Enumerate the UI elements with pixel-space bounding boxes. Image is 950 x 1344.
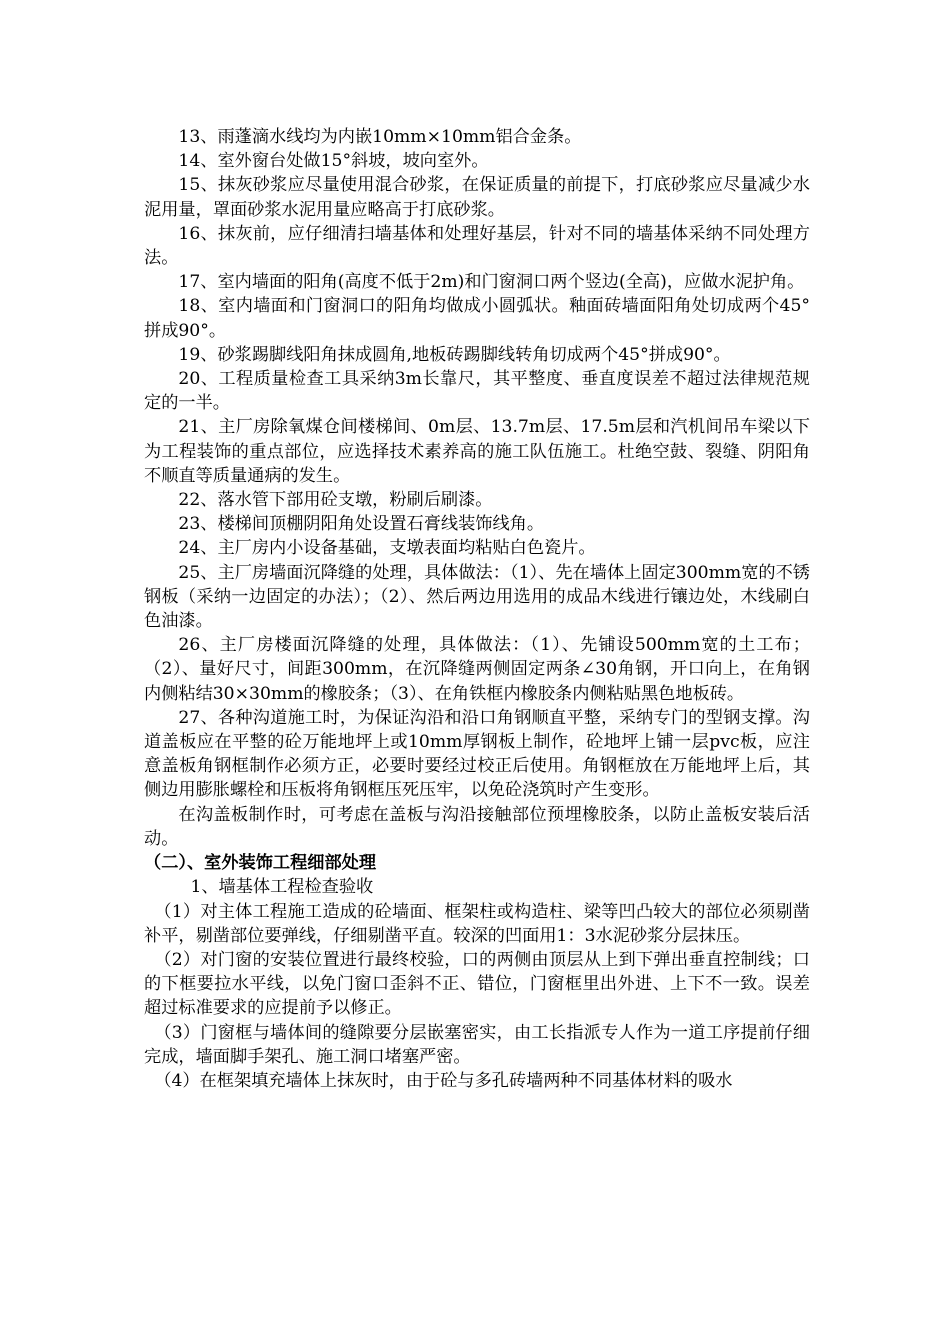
paragraph-25: 25、主厂房墙面沉降缝的处理，具体做法：（1）、先在墙体上固定300mm宽的不锈钢板（采纳一边固定的办法）；（2）、然后两边用选用的成品木线进行镶边处，木线刷白色油漆。 (144, 562, 810, 632)
paragraph-22: 22、落水管下部用砼支墩，粉刷后刷漆。 (178, 490, 493, 511)
paragraph-26: 26、主厂房楼面沉降缝的处理，具体做法：（1）、先铺设500mm宽的土工布；（2）、量好尺寸，间距300mm，在沉降缝两侧固定两条∠30角钢，开口向上，在角钢内侧粘结30×30mm的橡胶条；（3）、在角铁框内橡胶条内侧粘贴黑色地板砖。 (144, 635, 810, 704)
paragraph-20: 20、工程质量检查工具采纳3m长靠尺，其平整度、垂直度误差不超过法律规范规定的一半。 (144, 369, 810, 414)
paragraph-21: 21、主厂房除氧煤仓间楼梯间、0m层、13.7m层、17.5m层和汽机间吊车梁以下为工程装饰的重点部位，应选择技术素养高的施工队伍施工。杜绝空鼓、裂缝、阴阳角不顺直等质量通病的发生。 (144, 417, 810, 486)
item-3: （3）门窗框与墙体间的缝隙要分层嵌塞密实，由工长指派专人作为一道工序提前仔细完成，墙面脚手架孔、施工洞口堵塞严密。 (144, 1022, 810, 1067)
item-4: （4）在框架填充墙体上抹灰时，由于砼与多孔砖墙两种不同基体材料的吸水 (154, 1070, 733, 1091)
paragraph-14: 14、室外窗台处做15°斜坡，坡向室外。 (178, 151, 489, 172)
item-1: （1）对主体工程施工造成的砼墙面、框架柱或构造柱、梁等凹凸较大的部位必须剔凿补平，剔凿部位要弹线，仔细剔凿平直。较深的凹面用1：3水泥砂浆分层抹压。 (144, 901, 810, 946)
document-body (144, 125, 810, 1093)
paragraph-13: 13、雨蓬滴水线均为内嵌10mm×10mm铝合金条。 (178, 127, 582, 147)
paragraph-24: 24、主厂房内小设备基础，支墩表面均粘贴白色瓷片。 (178, 538, 596, 559)
paragraph-16: 16、抹灰前，应仔细清扫墙基体和处理好基层，针对不同的墙基体采纳不同处理方法。 (144, 223, 810, 269)
paragraph-15: 15、抹灰砂浆应尽量使用混合砂浆，在保证质量的前提下，打底砂浆应尽量减少水泥用量，罩面砂浆水泥用量应略高于打底砂浆。 (144, 175, 810, 220)
subsection-heading: 1、墙基体工程检查验收 (190, 877, 374, 898)
paragraph-19: 19、砂浆踢脚线阳角抹成圆角,地板砖踢脚线转角切成两个45°拼成90°。 (178, 344, 731, 365)
paragraph-23: 23、楼梯间顶棚阴阳角处设置石膏线装饰线角。 (178, 514, 545, 535)
item-2: （2）对门窗的安装位置进行最终校验，口的两侧由顶层从上到下弹出垂直控制线；口的下框要拉水平线，以免门窗口歪斜不正、错位，门窗框里出外进、上下不一致。误差超过标准要求的应提前予以修正。 (144, 949, 810, 1019)
paragraph-18: 18、室内墙面和门窗洞口的阳角均做成小圆弧状。釉面砖墙面阳角处切成两个45°拼成90°。 (144, 296, 810, 341)
section-heading: （二）、室外装饰工程细部处理 (144, 853, 377, 874)
paragraph-17: 17、室内墙面的阳角(高度不低于2m)和门窗洞口两个竖边(全高)，应做水泥护角。 (178, 272, 805, 293)
paragraph-27-note: 在沟盖板制作时，可考虑在盖板与沟沿接触部位预埋橡胶条，以防止盖板安装后活动。 (144, 804, 810, 849)
paragraph-27: 27、各种沟道施工时，为保证沟沿和沿口角钢顺直平整，采纳专门的型钢支撑。沟道盖板应在平整的砼万能地坪上或10mm厚钢板上制作，砼地坪上铺一层pvc板，应注意盖板角钢框制作必须方正，必要时要经过校正后使用。角钢框放在万能地坪上后，其侧边用膨胀螺栓和压板将角钢框压死压牢，以免砼浇筑时产生变形。 (144, 707, 810, 801)
